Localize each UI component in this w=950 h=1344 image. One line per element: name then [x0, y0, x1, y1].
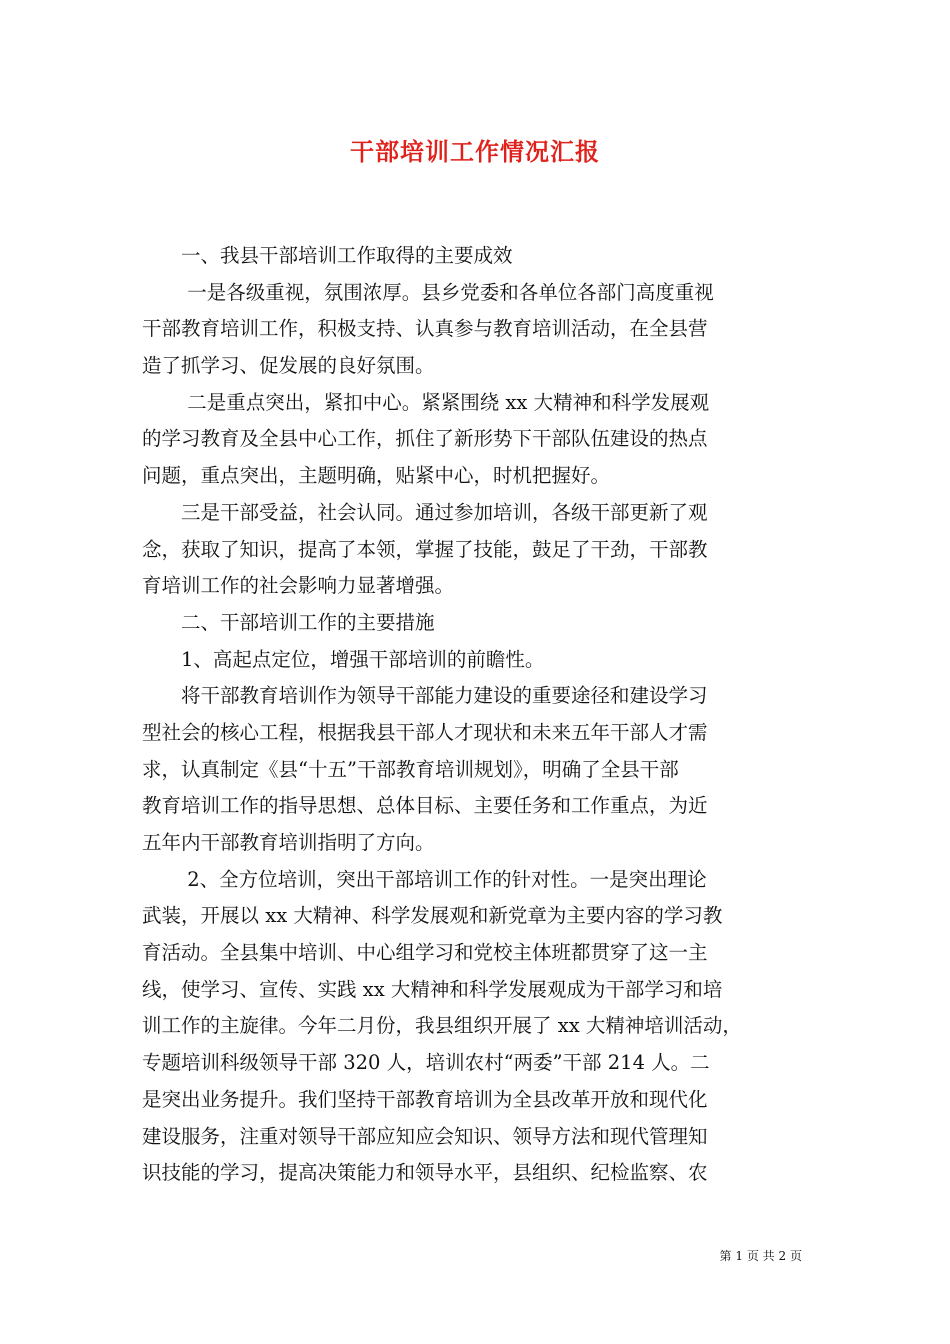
paragraph-line: 武装，开展以 xx 大精神、科学发展观和新党章为主要内容的学习教: [142, 904, 723, 928]
subsection-heading: 1、高起点定位，增强干部培训的前瞻性。: [142, 647, 545, 671]
document-title: 干部培训工作情况汇报: [350, 137, 600, 166]
current-page: 1: [735, 1249, 744, 1263]
document-body: [142, 238, 808, 1192]
paragraph-line: 造了抓学习、促发展的良好氛围。: [142, 354, 435, 378]
page-label-middle: 页 共: [746, 1249, 775, 1263]
paragraph-line: 专题培训科级领导干部 320 人，培训农村“两委”干部 214 人。二: [142, 1051, 710, 1075]
paragraph-line: 教育培训工作的指导思想、总体目标、主要任务和工作重点，为近: [142, 794, 708, 818]
paragraph-line: 训工作的主旋律。今年二月份，我县组织开展了 xx 大精神培训活动，: [142, 1014, 742, 1038]
paragraph-line: 求，认真制定《县“十五”干部教育培训规划》，明确了全县干部: [142, 757, 679, 781]
paragraph-line: 一是各级重视，氛围浓厚。县乡党委和各单位各部门高度重视: [142, 280, 714, 304]
paragraph-line: 识技能的学习，提高决策能力和领导水平，县组织、纪检监察、农: [142, 1161, 708, 1185]
paragraph-line: 建设服务，注重对领导干部应知应会知识、领导方法和现代管理知: [142, 1124, 708, 1148]
section-heading: 二、干部培训工作的主要措施: [142, 610, 435, 634]
total-pages: 2: [778, 1249, 787, 1263]
paragraph-line: 是突出业务提升。我们坚持干部教育培训为全县改革开放和现代化: [142, 1087, 708, 1111]
paragraph-line: 育培训工作的社会影响力显著增强。: [142, 574, 455, 598]
paragraph-line: 线，使学习、宣传、实践 xx 大精神和科学发展观成为干部学习和培: [142, 977, 723, 1001]
paragraph-line: 2、全方位培训，突出干部培训工作的针对性。一是突出理论: [142, 867, 707, 891]
paragraph-line: 念，获取了知识，提高了本领，掌握了技能，鼓足了干劲，干部教: [142, 537, 708, 561]
page-label-prefix: 第: [719, 1249, 732, 1263]
paragraph-line: 型社会的核心工程，根据我县干部人才现状和未来五年干部人才需: [142, 720, 708, 744]
paragraph-line: 的学习教育及全县中心工作，抓住了新形势下干部队伍建设的热点: [142, 427, 708, 451]
page-number-footer: [720, 1247, 802, 1264]
paragraph-line: 二是重点突出，紧扣中心。紧紧围绕 xx 大精神和科学发展观: [142, 390, 710, 414]
paragraph-line: 一、我县干部培训工作取得的主要成效: [142, 244, 513, 267]
page-label-suffix: 页: [789, 1249, 802, 1263]
paragraph-line: 五年内干部教育培训指明了方向。: [142, 831, 435, 854]
paragraph-line: 问题，重点突出，主题明确，贴紧中心，时机把握好。: [142, 464, 611, 488]
paragraph-line: 三是干部受益，社会认同。通过参加培训，各级干部更新了观: [142, 500, 708, 524]
paragraph-line: 将干部教育培训作为领导干部能力建设的重要途径和建设学习: [142, 684, 708, 708]
paragraph-line: 干部教育培训工作，积极支持、认真参与教育培训活动，在全县营: [142, 317, 708, 341]
paragraph-line: 育活动。全县集中培训、中心组学习和党校主体班都贯穿了这一主: [142, 941, 708, 965]
